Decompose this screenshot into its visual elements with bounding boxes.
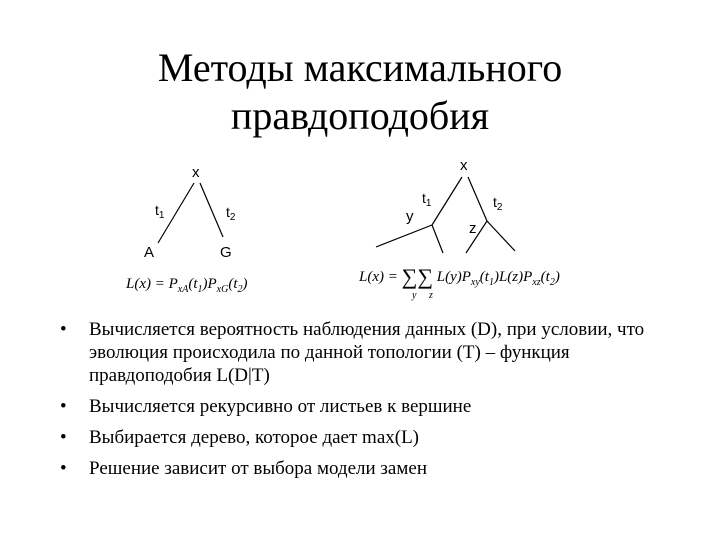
right-tree — [358, 157, 560, 301]
bullet-dot: • — [60, 427, 67, 448]
right-formula: L(x) = ∑∑ $L(y)P_{xy}(t_1)L(z)P_{xz}(t_2)$ — [359, 264, 560, 289]
bullet-text: Вычисляется вероятность наблюдения данных (D), при условии, что эволюция происходила по данной топологии (T) – функция правдоподобия L(D|T) — [89, 319, 645, 386]
bullet-item — [60, 457, 680, 480]
tree-diagrams — [110, 155, 630, 305]
title-line-2: правдоподобия — [230, 93, 490, 138]
bullet-list — [60, 318, 680, 488]
bullet-item — [60, 318, 680, 387]
left-branch-2-label: $t_2$ — [226, 204, 236, 223]
bullet-dot: • — [60, 458, 67, 479]
right-root-label: x — [460, 157, 468, 174]
bullet-item — [60, 426, 680, 449]
right-branch-1-label: $t_1$ — [422, 190, 432, 209]
left-branch-1-label: $t_1$ — [155, 202, 165, 221]
left-root-label: x — [192, 164, 200, 181]
bullet-text: Вычисляется рекурсивно от листьев к вершине — [89, 396, 472, 417]
right-branch-2 — [468, 177, 487, 221]
bullet-text: Выбирается дерево, которое дает max(L) — [89, 427, 420, 448]
sum-index-z: z — [429, 290, 433, 301]
left-tree — [125, 164, 248, 295]
right-subbranch-2 — [432, 225, 443, 253]
right-node-1: y — [406, 208, 414, 225]
right-node-2: z — [469, 220, 477, 237]
left-leaf-1: A — [144, 244, 155, 261]
bullet-text: Решение зависит от выбора модели замен — [89, 458, 427, 479]
bullet-dot: • — [60, 319, 67, 340]
bullet-item — [60, 395, 680, 418]
tree-figure — [110, 155, 630, 305]
slide-title — [0, 44, 720, 140]
right-subbranch-1 — [376, 225, 432, 247]
bullet-dot: • — [60, 396, 67, 417]
left-formula: $L(x) = P_{xA}(t_1)P_{xG}(t_2)$ — [126, 276, 248, 295]
right-branch-1 — [432, 177, 462, 225]
left-branch-2 — [200, 183, 223, 237]
sum-index-y: y — [412, 290, 417, 301]
title-line-1: Методы максимального — [157, 45, 563, 90]
left-leaf-2: G — [220, 244, 232, 261]
right-branch-2-label: $t_2$ — [493, 194, 503, 213]
right-subbranch-4 — [487, 221, 515, 251]
